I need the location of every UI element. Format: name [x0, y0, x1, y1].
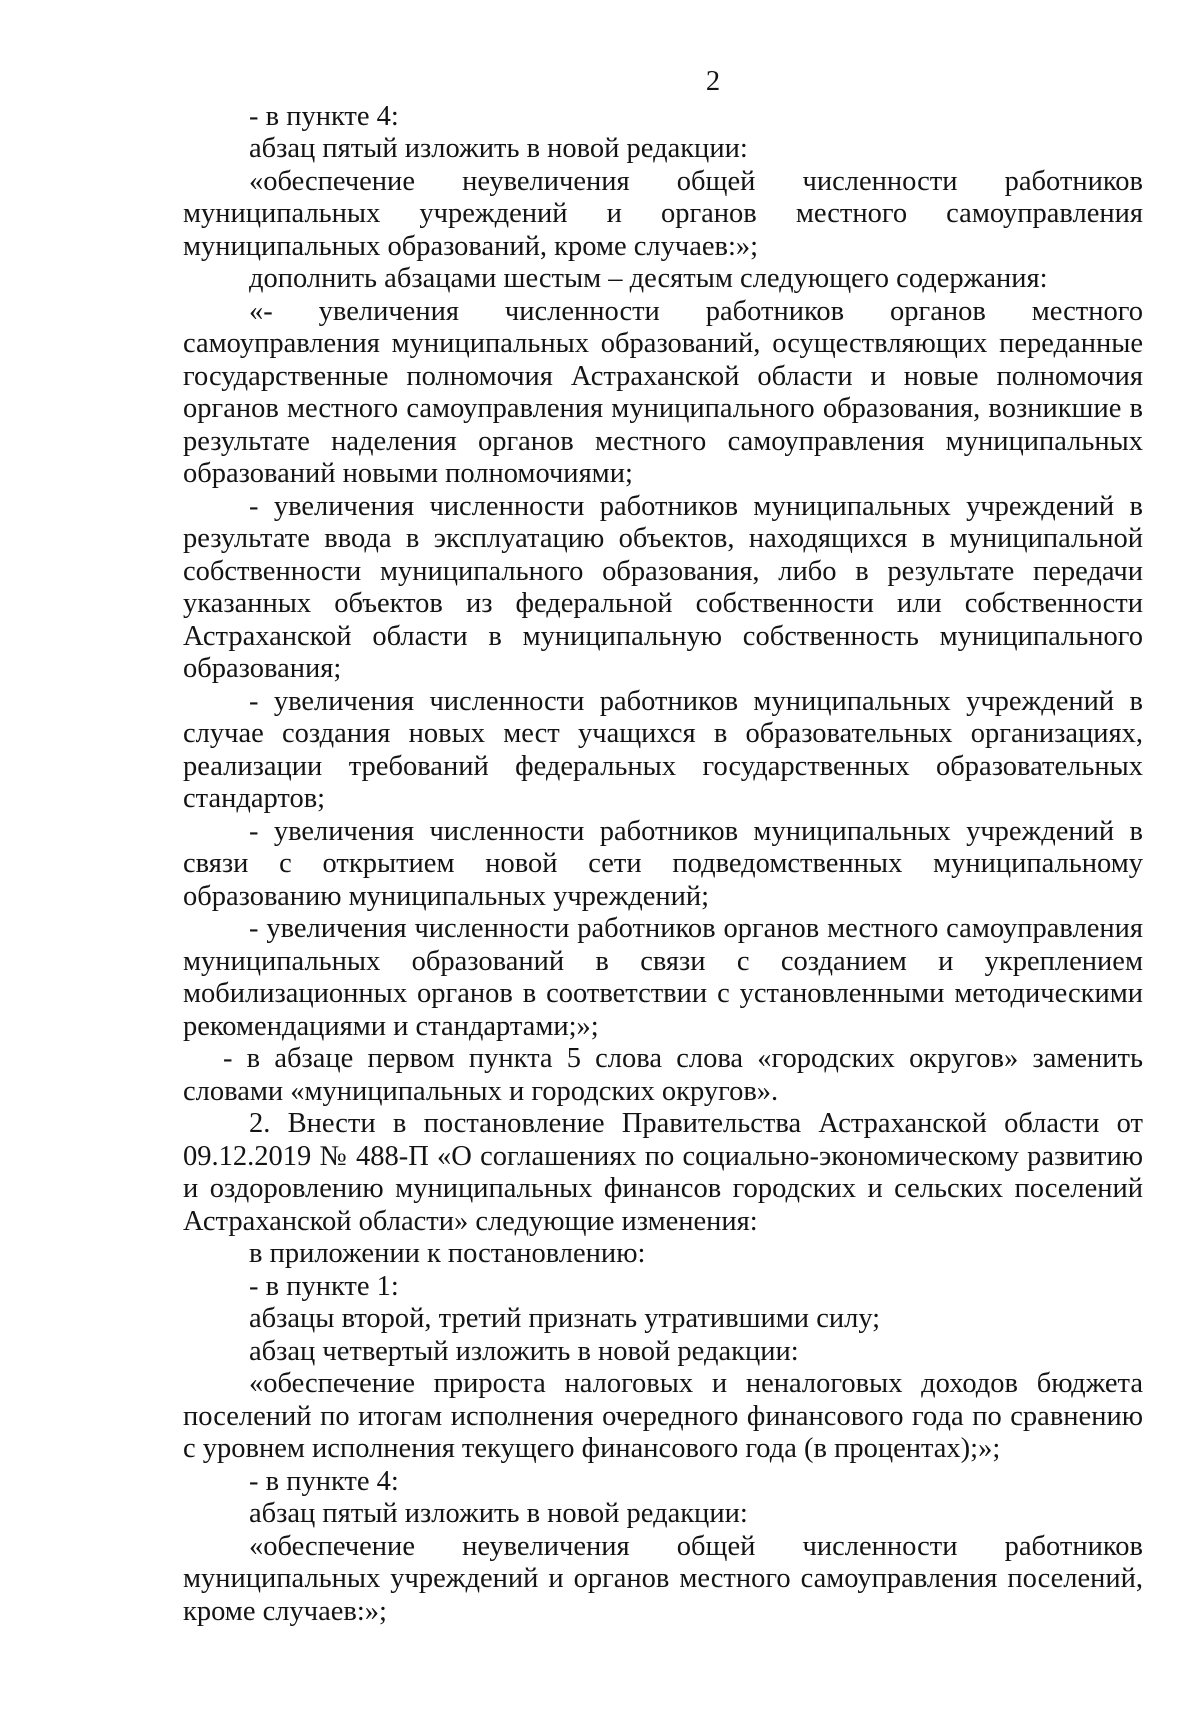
- paragraph-13: - в пункте 1:: [249, 1270, 399, 1302]
- paragraph-2: абзац пятый изложить в новой редакции:: [249, 133, 748, 164]
- paragraph-6: - увеличения численности работников муниципальных учреждений в результате ввода в эксплуатацию объектов, находящихся в муниципальной собственности муниципального образования, либо в результате передачи указанных объектов из федеральной собственности или собственности Астраханской области в муниципальную собственность муниципального образования;: [183, 490, 1143, 684]
- paragraph-12: в приложении к постановлению:: [249, 1238, 646, 1269]
- paragraph-16: «обеспечение прироста налоговых и неналоговых доходов бюджета поселений по итогам исполнения очередного финансового года по сравнению с уровнем исполнения текущего финансового года (в процентах);»;: [183, 1368, 1143, 1464]
- paragraph-19: «обеспечение неувеличения общей численности работников муниципальных учреждений и органов местного самоуправления поселений, кроме случаев:»;: [183, 1530, 1143, 1627]
- paragraph-14: абзацы второй, третий признать утратившими силу;: [249, 1303, 881, 1334]
- paragraph-15: абзац четвертый изложить в новой редакции:: [249, 1335, 799, 1367]
- paragraph-18: абзац пятый изложить в новой редакции:: [249, 1498, 748, 1529]
- paragraph-3: «обеспечение неувеличения общей численности работников муниципальных учреждений и органов местного самоуправления муниципальных образований, кроме случаев:»;: [183, 165, 1143, 262]
- paragraph-7: - увеличения численности работников муниципальных учреждений в случае создания новых мест учащихся в образовательных организациях, реализации требований федеральных государственных образовательных стандартов;: [183, 685, 1143, 814]
- paragraph-9: - увеличения численности работников органов местного самоуправления муниципальных образований в связи с созданием и укреплением мобилизационных органов в соответствии с установленными методическими рекомендациями и стандартами;»;: [183, 913, 1143, 1042]
- paragraph-5: «- увеличения численности работников органов местного самоуправления муниципальных образований, осуществляющих переданные государственные полномочия Астраханской области и новые полномочия органов местного самоуправления муниципального образования, возникшие в результате наделения органов местного самоуправления муниципальных образований новыми полномочиями;: [183, 295, 1143, 489]
- paragraph-10: - в абзаце первом пункта 5 слова слова «городских округов» заменить словами «муниципальных и городских округов».: [183, 1043, 1143, 1107]
- paragraph-11: 2. Внести в постановление Правительства Астраханской области от 09.12.2019 № 488-П «О соглашениях по социально-экономическому развитию и оздоровлению муниципальных финансов городских и сельских поселений Астраханской области» следующие изменения:: [183, 1108, 1143, 1237]
- paragraph-1: - в пункте 4:: [249, 100, 399, 132]
- page-number: 2: [705, 66, 721, 97]
- paragraph-4: дополнить абзацами шестым – десятым следующего содержания:: [249, 263, 1048, 294]
- document-page: [183, 66, 1143, 1628]
- paragraph-8: - увеличения численности работников муниципальных учреждений в связи с открытием новой сети подведомственных муниципальному образованию муниципальных учреждений;: [183, 815, 1143, 912]
- paragraph-17: - в пункте 4:: [249, 1465, 399, 1497]
